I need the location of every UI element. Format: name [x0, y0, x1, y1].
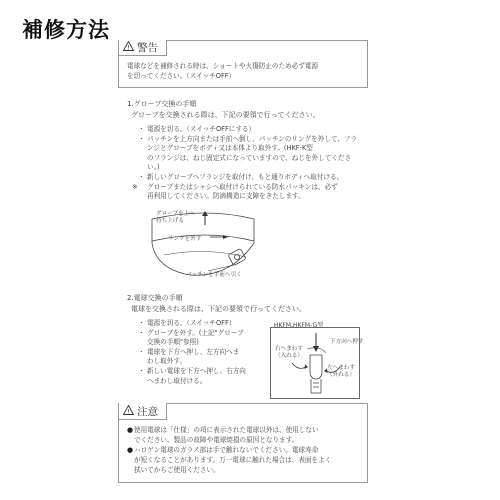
page-title: 補修方法: [22, 18, 110, 42]
caution-box: [118, 403, 368, 483]
list-item: ・ グローブを外す。(上記"グローブ 交換の手順"参照): [138, 328, 244, 347]
caution-text: [127, 425, 363, 475]
list-item: ・ パッチンを上方向または手前へ倒し、パッチンのリングを外して、フランジとグローブをボディ又は本体より取外す。(HKF-K型 のフランジは、ねじ固定式になっていますので、ねじを外してください。): [138, 134, 358, 172]
model-label: HKFM,HKFM-G型: [274, 322, 324, 329]
list-item: ・ 電球を下方へ押し、左方向へま わし取外す。: [138, 347, 240, 366]
svg-text:!: !: [127, 43, 130, 51]
list-item-note: ※ グローブまたはシャシへ取付けられている防水パッキンは、必ず 再利用してください。防滴構造に支障をきたします。: [132, 182, 338, 201]
warning-box: [118, 40, 368, 88]
warning-label-text: 警告: [137, 42, 158, 54]
section1-intro: グローブを交換される際は、下記の要領で行ってください。: [131, 111, 320, 119]
svg-text:!: !: [127, 407, 130, 415]
caption-push-down: 下方向へ押す: [330, 339, 364, 345]
caption-pull-patchin: パッチンを手前へ引く: [186, 272, 242, 278]
caution-label: [119, 403, 167, 420]
list-item: ・ 新しい電球を下方へ押し、右方向 へまわし取付ける。: [138, 366, 246, 385]
section2-steps: [138, 319, 266, 386]
section2-heading: 2.電球交換の手順: [127, 294, 183, 302]
list-item: ・ 電源を切る。（スイッチOFF）: [138, 319, 236, 327]
section1-heading: 1.グローブ交換の手順: [127, 100, 197, 108]
section1-steps: [132, 125, 360, 202]
caution-triangle-icon: [123, 405, 134, 418]
warning-line: を切ってください。（スイッチOFF）: [127, 72, 236, 80]
caption-turn-right: 右へまわす （入れる）: [275, 346, 303, 359]
caption-turn-left: 左へまわす （外れる）: [327, 365, 355, 378]
list-item: ●ハロゲン電球のガラス部は手で触れないでください。電球寿命 が短くなることがあります。万一電球に触れた場合は、表面をよく 拭いてからご使用ください。: [127, 446, 332, 474]
caption-remove-ring: リングを外す: [168, 236, 202, 242]
section2-intro: 電球を交換される際は、下記の要領で行ってください。: [131, 305, 306, 313]
list-item: ・ 電源を切る。（スイッチOFFにする）: [138, 125, 256, 133]
list-item: ●使用電球は「仕様」の項に表示された電球以外は、使用しない でください。製品の故障や電球焼損の原因となります。: [127, 426, 319, 444]
warning-text: [127, 61, 363, 81]
list-item: ・ 新しいグローブへフランジを取付け、もと通りボディへ取付ける。: [138, 172, 344, 181]
caption-lift-globe: グローブを上へ 持ち上げる: [156, 211, 195, 224]
warning-line: 電球などを補修される時は、ショートや火傷防止のため必ず電源: [127, 62, 319, 70]
warning-triangle-icon: [123, 41, 134, 54]
caution-label-text: 注意: [137, 405, 158, 418]
warning-label: [119, 40, 167, 56]
